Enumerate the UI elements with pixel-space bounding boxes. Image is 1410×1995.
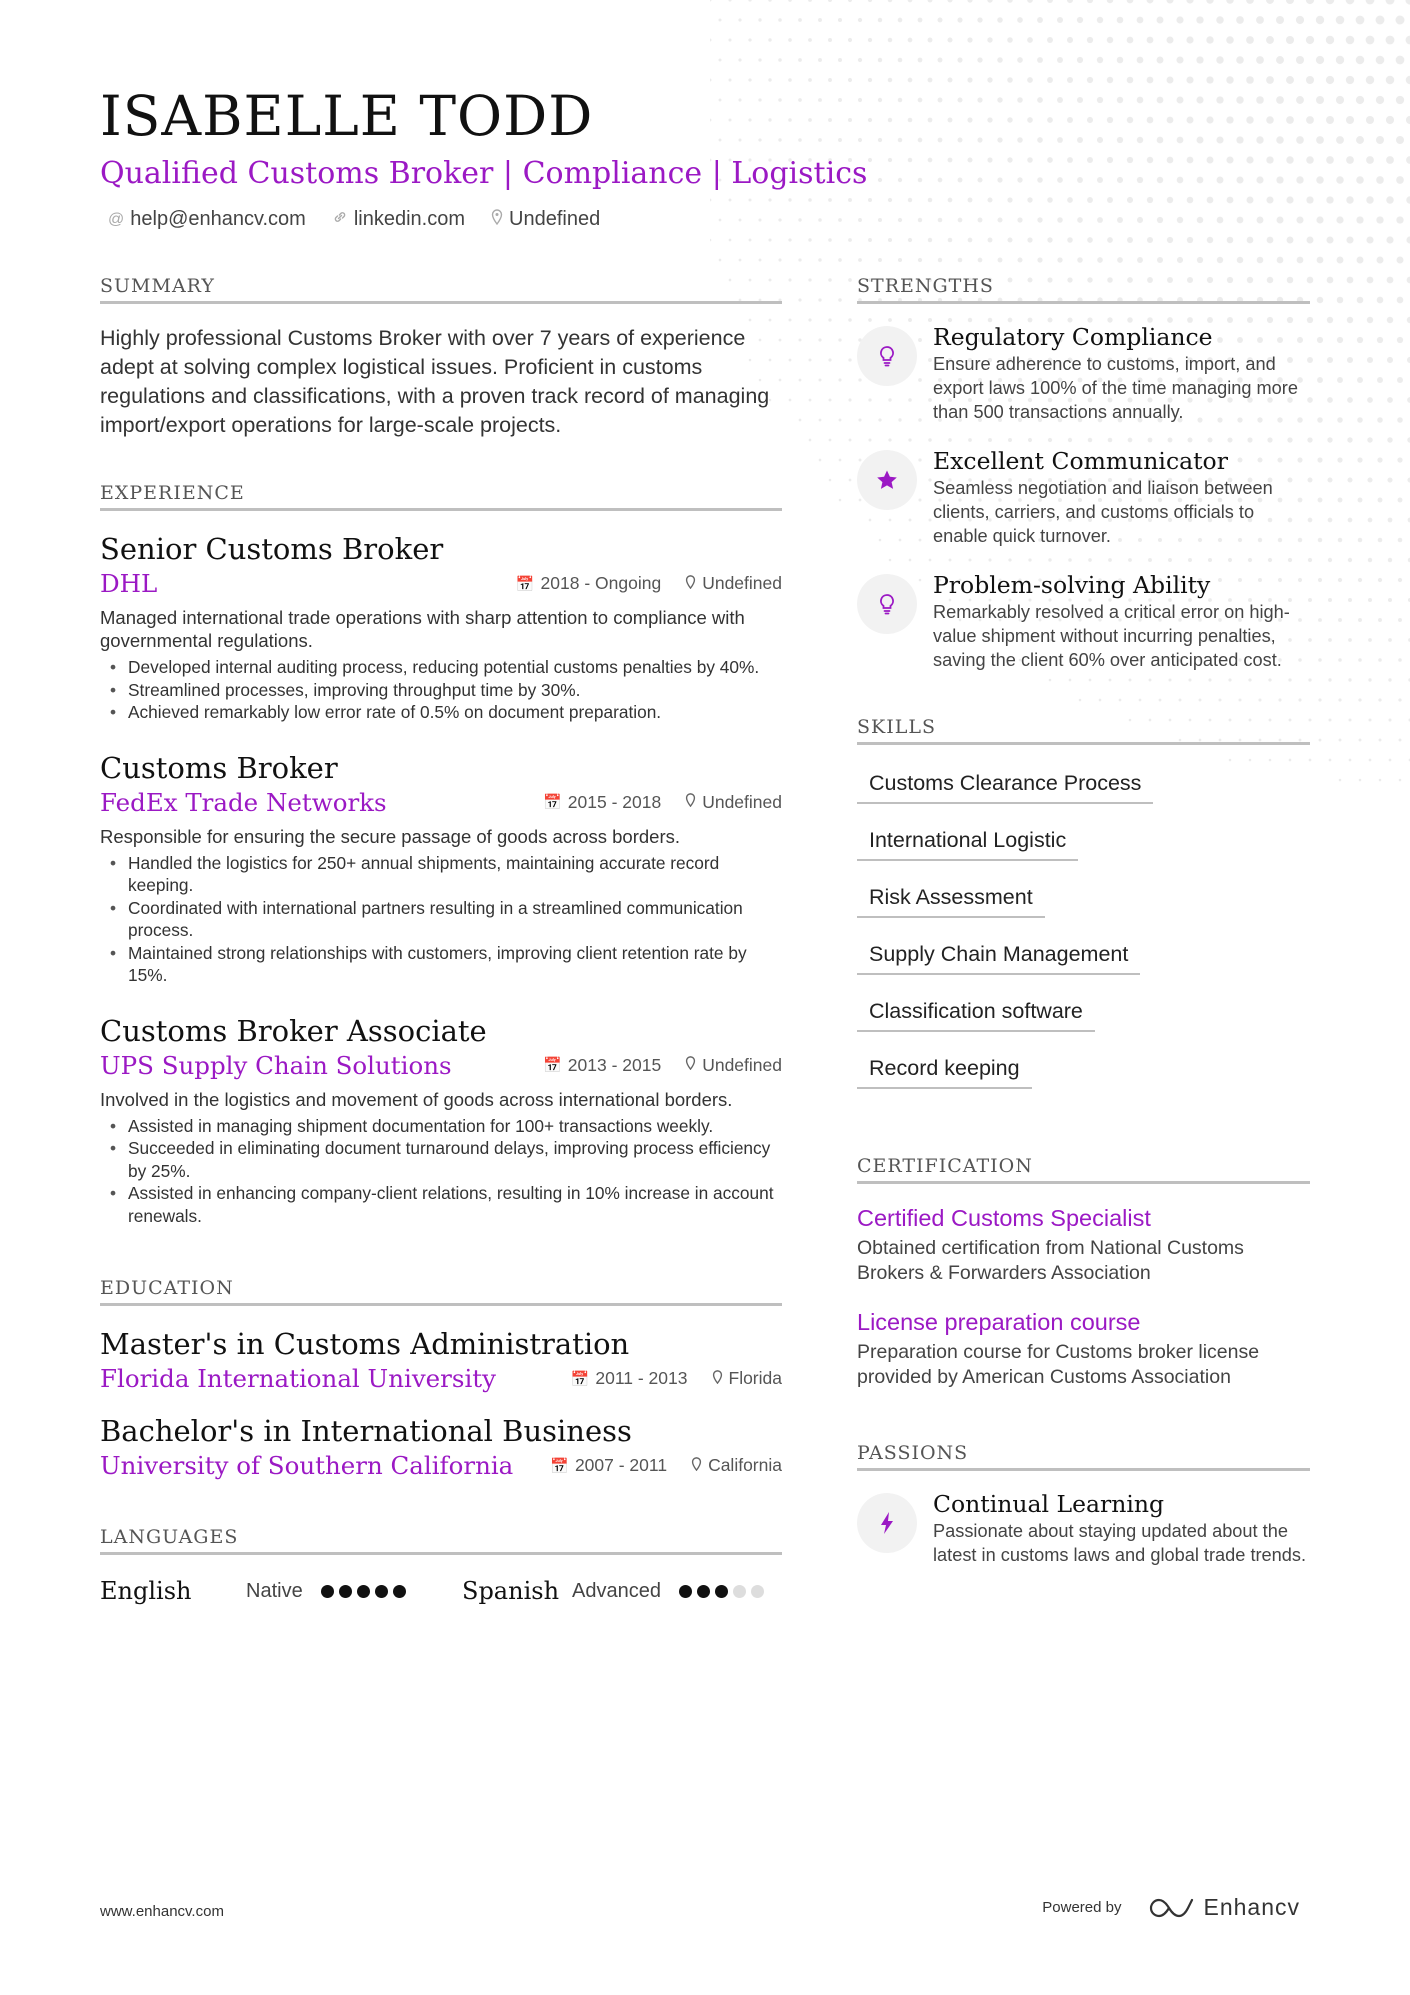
experience-section [100,482,782,1227]
star-icon [857,450,917,510]
strengths-title: STRENGTHS [857,275,1310,304]
skills-section [857,716,1310,1105]
education-section [100,1277,782,1480]
skill-tag: Record keeping [857,1048,1032,1089]
footer-website[interactable]: www.enhancv.com [100,1903,224,1920]
passions-title: PASSIONS [857,1442,1310,1471]
rating-dot [697,1585,710,1598]
calendar-icon: 📅 [543,1057,562,1074]
rating-dot [357,1585,370,1598]
certification-name: License preparation course [857,1309,1141,1335]
education-title: EDUCATION [100,1277,782,1306]
rating-dot [679,1585,692,1598]
enhancv-logo-icon [1149,1897,1195,1919]
strength-description: Seamless negotiation and liaison between clients, carriers, and customs officials to enable quick turnover. [933,478,1273,546]
strength-item [857,570,1310,672]
skill-tag: Customs Clearance Process [857,763,1153,804]
location-pin-icon [691,1457,702,1475]
location-pin-icon [712,1370,723,1388]
language-item [100,1577,462,1605]
job-bullet: • Assisted in managing shipment documentation for 100+ transactions weekly. [100,1115,782,1138]
certification-section [857,1155,1310,1390]
contact-email-text: help@enhancv.com [130,208,306,230]
certification-item [857,1306,1310,1390]
job-bullets [100,852,782,987]
skill-tag: Classification software [857,991,1095,1032]
summary-text: Highly professional Customs Broker with over 7 years of experience adept at solving complex logistical issues. Proficient in customs regulations and classifications, with a proven track record of managing import/export operations for large-scale projects. [100,326,770,437]
rating-dot [339,1585,352,1598]
languages-title: LANGUAGES [100,1526,782,1555]
contact-location [491,208,600,231]
strength-description: Remarkably resolved a critical error on high-value shipment without incurring penalties, saving the client 60% over anticipated cost. [933,602,1290,670]
contact-email[interactable] [108,208,306,231]
job-title: Customs Broker Associate [100,1013,487,1048]
lightning-icon [857,1493,917,1553]
strength-description: Ensure adherence to customs, import, and export laws 100% of the time managing more than 500 transactions annually. [933,354,1298,422]
job-bullets [100,1115,782,1228]
location-pin-icon [685,575,696,593]
education-item [100,1326,782,1393]
language-rating [679,1585,764,1598]
rating-dot [715,1585,728,1598]
skills-title: SKILLS [857,716,1310,745]
degree-title: Bachelor's in International Business [100,1414,632,1448]
strength-title: Regulatory Compliance [933,323,1213,351]
job-location: Undefined [702,791,782,812]
job-bullet: • Developed internal auditing process, reducing potential customs penalties by 40%. [100,656,782,679]
company-name: FedEx Trade Networks [100,787,387,817]
job-location: Undefined [702,573,782,593]
contact-linkedin-text: linkedin.com [353,208,466,230]
at-icon: @ [108,210,125,228]
certification-item [857,1202,1310,1286]
education-location: Florida [728,1368,782,1388]
job-description: Responsible for ensuring the secure passage of goods across borders. [100,825,681,847]
location-pin-icon [685,793,696,811]
job-dates: 2018 - Ongoing [540,573,662,593]
summary-section [100,275,782,440]
job-bullet: • Handled the logistics for 250+ annual shipments, maintaining accurate record keeping. [100,852,782,897]
language-level: Advanced [572,1579,661,1602]
job-bullet: • Maintained strong relationships with customers, improving client retention rate by 15%. [100,942,782,987]
rating-dot [733,1585,746,1598]
job-title: Customs Broker [100,750,338,785]
experience-item [100,531,782,724]
education-location: California [708,1455,782,1475]
education-dates: 2011 - 2013 [595,1368,688,1388]
job-location: Undefined [702,1054,782,1075]
job-description: Managed international trade operations with sharp attention to compliance with governmental regulations. [100,607,745,651]
powered-by-text: Powered by [1042,1899,1122,1916]
languages-section [100,1526,782,1605]
right-column [857,275,1310,1567]
education-dates: 2007 - 2011 [574,1455,668,1475]
candidate-name: ISABELLE TODD [100,84,594,148]
contact-linkedin[interactable] [332,208,465,231]
company-name: UPS Supply Chain Solutions [100,1050,452,1080]
left-column [100,275,782,1605]
contact-bar [108,208,1300,231]
passion-item [857,1489,1310,1567]
resume-header [100,82,1300,231]
rating-dot [321,1585,334,1598]
passions-section [857,1442,1310,1567]
job-bullet: • Assisted in enhancing company-client relations, resulting in 10% increase in account renewals. [100,1182,782,1227]
language-item [462,1577,764,1605]
skill-tag: Supply Chain Management [857,934,1140,975]
job-bullet: • Succeeded in eliminating document turnaround delays, improving process efficiency by 25%. [100,1137,782,1182]
lightbulb-icon [857,326,917,386]
skill-tag: International Logistic [857,820,1078,861]
job-bullet: • Achieved remarkably low error rate of 0.5% on document preparation. [100,701,782,724]
strength-item [857,322,1310,424]
brand-name: Enhancv [1203,1894,1300,1920]
candidate-headline: Qualified Customs Broker | Compliance | Logistics [100,156,868,191]
skill-tag: Risk Assessment [857,877,1045,918]
rating-dot [375,1585,388,1598]
experience-title: EXPERIENCE [100,482,782,511]
strength-title: Excellent Communicator [933,447,1228,475]
certification-name: Certified Customs Specialist [857,1205,1151,1231]
school-name: Florida International University [100,1364,496,1393]
calendar-icon: 📅 [543,794,562,811]
brand-logo[interactable] [1149,1894,1300,1921]
footer-branding [1042,1894,1300,1921]
location-pin-icon [491,209,503,230]
calendar-icon: 📅 [570,1370,590,1388]
calendar-icon: 📅 [515,575,535,593]
certification-description: Obtained certification from National Customs Brokers & Forwarders Association [857,1237,1244,1284]
language-rating [321,1585,406,1598]
link-icon [332,209,348,230]
passion-description: Passionate about staying updated about the latest in customs laws and global trade trends. [933,1521,1307,1565]
job-bullet: • Streamlined processes, improving throughput time by 30%. [100,679,782,702]
experience-item [100,1013,782,1228]
job-bullet: • Coordinated with international partners resulting in a streamlined communication process. [100,897,782,942]
school-name: University of Southern California [100,1451,514,1480]
job-description: Involved in the logistics and movement of goods across international borders. [100,1088,733,1110]
experience-item [100,750,782,987]
job-dates: 2013 - 2015 [567,1054,662,1075]
certification-title: CERTIFICATION [857,1155,1310,1184]
language-name: English [100,1577,192,1605]
degree-title: Master's in Customs Administration [100,1327,630,1361]
job-dates: 2015 - 2018 [567,791,662,812]
location-pin-icon [685,1056,696,1074]
passion-title: Continual Learning [933,1490,1165,1518]
language-level: Native [246,1579,303,1602]
job-title: Senior Customs Broker [100,532,444,566]
certification-description: Preparation course for Customs broker license provided by American Customs Association [857,1341,1260,1388]
rating-dot [751,1585,764,1598]
company-name: DHL [100,569,158,598]
rating-dot [393,1585,406,1598]
strength-item [857,446,1310,548]
calendar-icon: 📅 [550,1457,569,1475]
job-bullets [100,656,782,724]
education-item [100,1413,782,1480]
lightbulb-icon [857,574,917,634]
strength-title: Problem-solving Ability [933,571,1211,599]
language-name: Spanish [462,1577,560,1605]
contact-location-text: Undefined [509,208,601,230]
strengths-section [857,275,1310,672]
summary-title: SUMMARY [100,275,782,304]
